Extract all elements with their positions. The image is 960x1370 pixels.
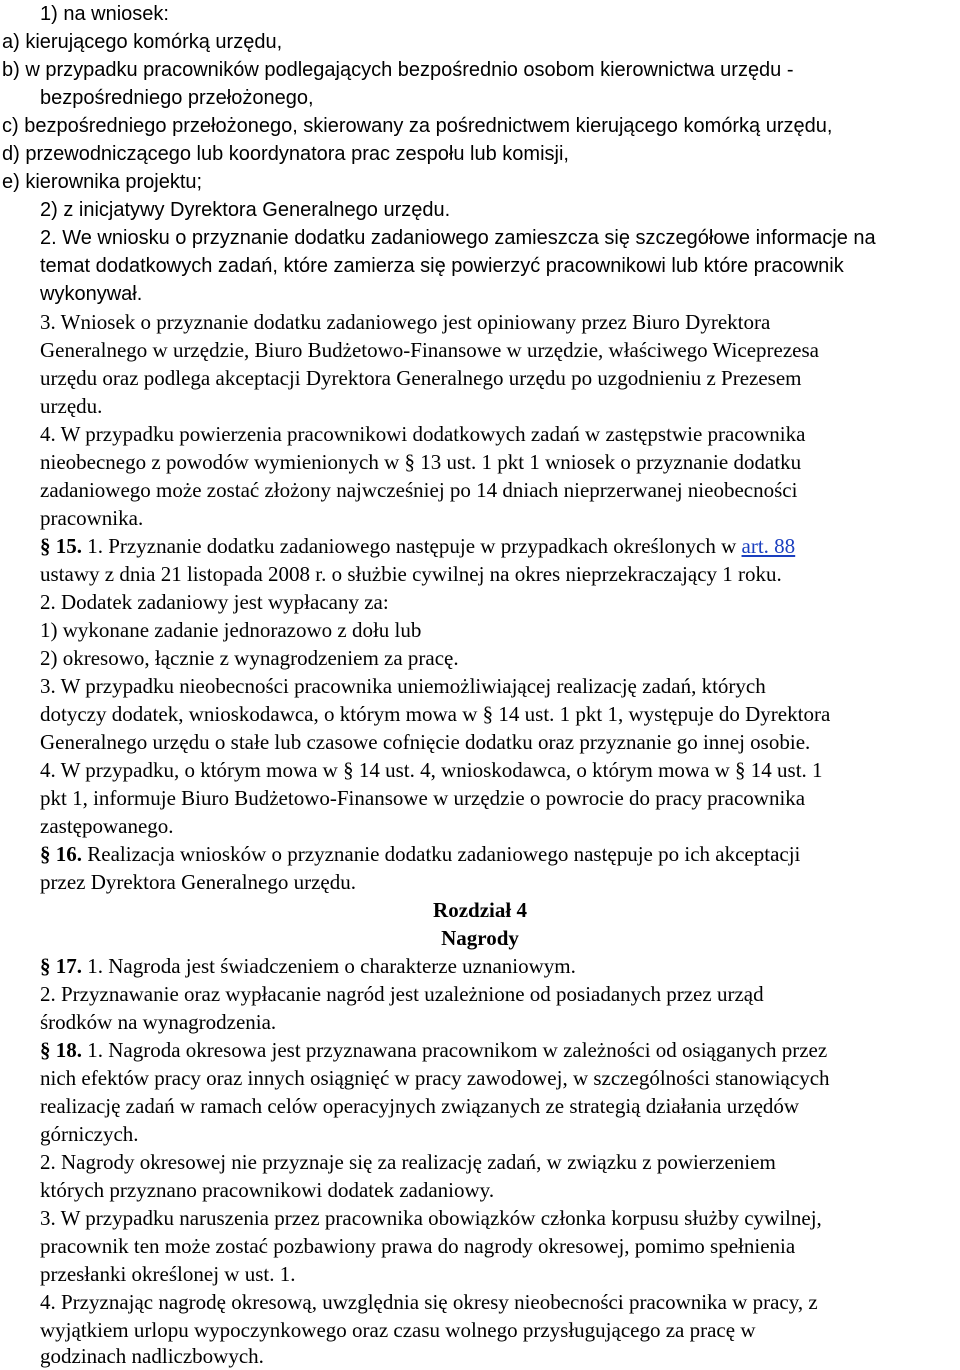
- section-17-line: 2. Przyznawanie oraz wypłacanie nagród jest uzależnione od posiadanych przez urząd: [40, 982, 764, 1006]
- section-18-line: górniczych.: [40, 1122, 139, 1146]
- section-16-line: przez Dyrektora Generalnego urzędu.: [40, 870, 356, 894]
- section-15-number: § 15.: [40, 534, 82, 558]
- list-item-a: a) kierującego komórką urzędu,: [2, 31, 283, 53]
- section-15-line: 2) okresowo, łącznie z wynagrodzeniem za pracę.: [40, 646, 459, 670]
- list-item-b-cont: bezpośredniego przełożonego,: [40, 87, 314, 109]
- chapter-title: Rozdział 4: [433, 898, 527, 922]
- section-15-line: zastępowanego.: [40, 814, 174, 838]
- list-item-b: b) w przypadku pracowników podlegających bezpośrednio osobom kierownictwa urzędu -: [2, 59, 794, 81]
- paragraph-3-line: urzędu oraz podlega akceptacji Dyrektora Generalnego urzędu po uzgodnieniu z Prezesem: [40, 366, 802, 390]
- section-15-line: pkt 1, informuje Biuro Budżetowo-Finansowe w urzędzie o powrocie do pracy pracownika: [40, 786, 806, 810]
- section-18-line: realizację zadań w ramach celów operacyjnych związanych ze strategią działania urzędów: [40, 1094, 800, 1118]
- paragraph-2-line: 2. We wniosku o przyznanie dodatku zadaniowego zamieszcza się szczegółowe informacje na: [40, 227, 876, 249]
- section-18-line: których przyznano pracownikowi dodatek zadaniowy.: [40, 1178, 495, 1202]
- paragraph-4-line: zadaniowego może zostać złożony najwcześniej po 14 dniach nieprzerwanej nieobecności: [40, 478, 798, 502]
- section-18-heading-line: [40, 1036, 827, 1064]
- section-15-heading-line: [40, 532, 795, 560]
- art-88-link[interactable]: art. 88: [741, 534, 796, 558]
- section-18-line: wyjątkiem urlopu wypoczynkowego oraz czasu wolnego przysługującego za pracę w: [40, 1318, 756, 1342]
- section-18-text: 1. Nagroda okresowa jest przyznawana pracownikom w zależności od osiąganych przez: [82, 1038, 828, 1062]
- list-item-e: e) kierownika projektu;: [2, 171, 203, 193]
- section-18-number: § 18.: [40, 1038, 82, 1062]
- section-17-heading-line: [40, 952, 576, 980]
- section-18-line: 4. Przyznając nagrodę okresową, uwzględnia się okresy nieobecności pracownika w pracy, z: [40, 1290, 818, 1314]
- section-17-text: 1. Nagroda jest świadczeniem o charakterze uznaniowym.: [82, 954, 576, 978]
- paragraph-3-line: urzędu.: [40, 394, 103, 418]
- paragraph-2-line: wykonywał.: [40, 283, 143, 305]
- list-item-2: 2) z inicjatywy Dyrektora Generalnego urzędu.: [40, 199, 451, 221]
- section-15-line: 2. Dodatek zadaniowy jest wypłacany za:: [40, 590, 389, 614]
- section-15-line: 4. W przypadku, o którym mowa w § 14 ust. 4, wnioskodawca, o którym mowa w § 14 ust. 1: [40, 758, 823, 782]
- list-item-d: d) przewodniczącego lub koordynatora prac zespołu lub komisji,: [2, 143, 569, 165]
- chapter-subtitle: Nagrody: [441, 926, 519, 950]
- section-16-text: Realizacja wniosków o przyznanie dodatku zadaniowego następuje po ich akceptacji: [82, 842, 801, 866]
- section-18-line: 2. Nagrody okresowej nie przyznaje się za realizację zadań, w związku z powierzeniem: [40, 1150, 776, 1174]
- section-17-number: § 17.: [40, 954, 82, 978]
- paragraph-3-line: Generalnego w urzędzie, Biuro Budżetowo-Finansowe w urzędzie, właściwego Wiceprezesa: [40, 338, 819, 362]
- section-16-number: § 16.: [40, 842, 82, 866]
- paragraph-3-line: 3. Wniosek o przyznanie dodatku zadaniowego jest opiniowany przez Biuro Dyrektora: [40, 310, 771, 334]
- section-18-line: pracownik ten może zostać pozbawiony prawa do nagrody okresowej, pomimo spełnienia: [40, 1234, 796, 1258]
- section-18-line: przesłanki określonej w ust. 1.: [40, 1262, 296, 1286]
- section-16-heading-line: [40, 840, 800, 868]
- section-18-line: nich efektów pracy oraz innych osiągnięć w pracy zawodowej, w szczególności stanowiących: [40, 1066, 830, 1090]
- section-15-line: dotyczy dodatek, wnioskodawca, o którym mowa w § 14 ust. 1 pkt 1, występuje do Dyrektora: [40, 702, 831, 726]
- paragraph-4-line: nieobecnego z powodów wymienionych w § 13 ust. 1 pkt 1 wniosek o przyznanie dodatku: [40, 450, 802, 474]
- list-item-1: 1) na wniosek:: [40, 3, 169, 25]
- section-15-line: 3. W przypadku nieobecności pracownika uniemożliwiającej realizację zadań, których: [40, 674, 766, 698]
- section-18-line: godzinach nadliczbowych.: [40, 1344, 264, 1368]
- paragraph-4-line: 4. W przypadku powierzenia pracownikowi dodatkowych zadań w zastępstwie pracownika: [40, 422, 806, 446]
- section-17-line: środków na wynagrodzenia.: [40, 1010, 277, 1034]
- section-15-line: Generalnego urzędu o stałe lub czasowe cofnięcie dodatku oraz przyznanie go innej osobie.: [40, 730, 811, 754]
- paragraph-2-line: temat dodatkowych zadań, które zamierza się powierzyć pracownikowi lub które pracownik: [40, 255, 844, 277]
- list-item-c: c) bezpośredniego przełożonego, skierowany za pośrednictwem kierującego komórką urzędu,: [2, 115, 833, 137]
- paragraph-4-line: pracownika.: [40, 506, 144, 530]
- section-15-line: 1) wykonane zadanie jednorazowo z dołu lub: [40, 618, 422, 642]
- section-18-line: 3. W przypadku naruszenia przez pracownika obowiązków członka korpusu służby cywilnej,: [40, 1206, 822, 1230]
- section-15-text: 1. Przyznanie dodatku zadaniowego następuje w przypadkach określonych w: [82, 534, 742, 558]
- section-15-line: ustawy z dnia 21 listopada 2008 r. o służbie cywilnej na okres nieprzekraczający 1 roku.: [40, 562, 782, 586]
